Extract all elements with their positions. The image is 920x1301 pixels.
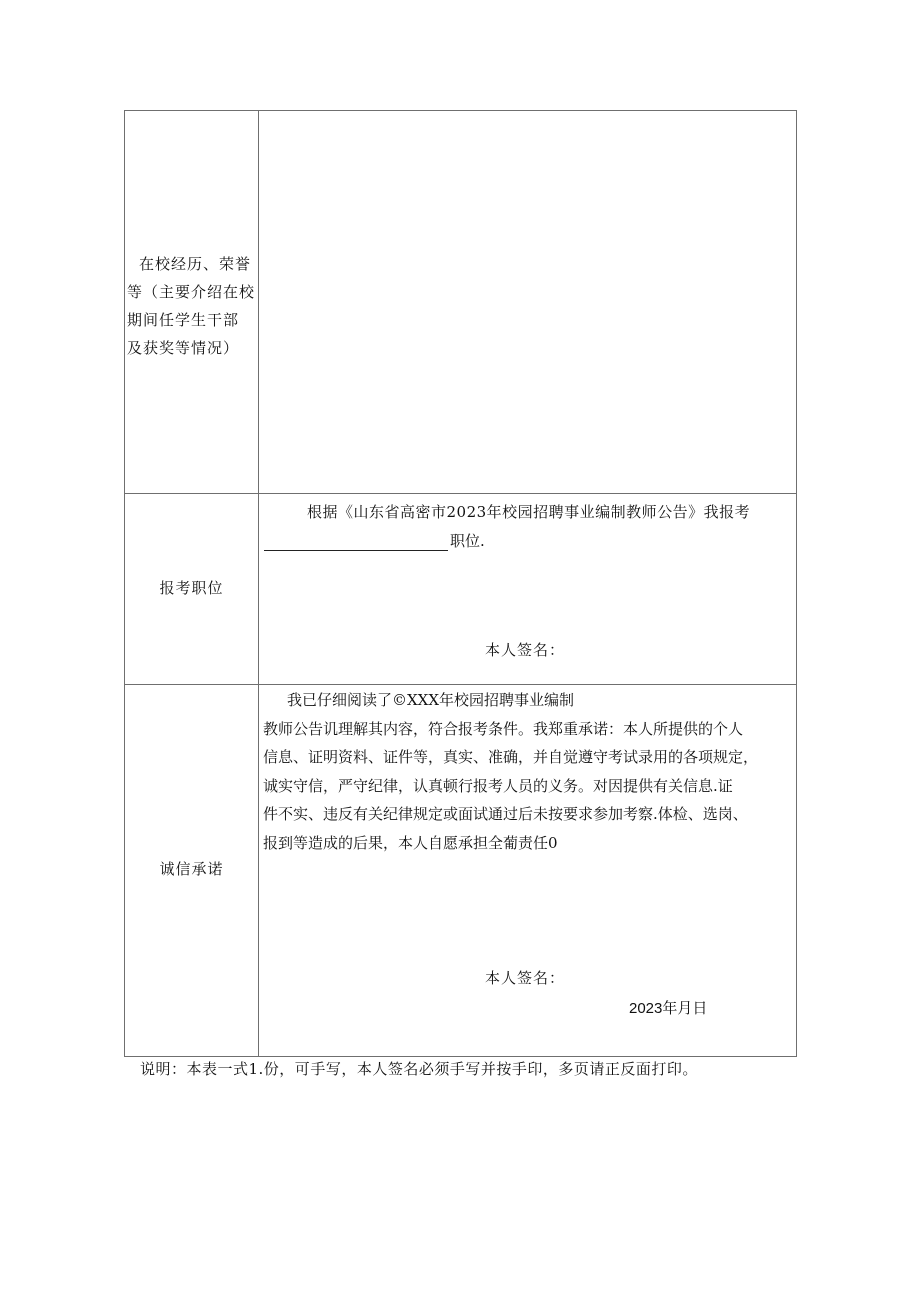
date-suffix: 年月日 [662,999,708,1017]
position-statement-line1: 根据《山东省高密市2023年校园招聘事业编制教师公告》我报考 [307,503,751,521]
pledge-line: 件不实、违反有关纪律规定或面试通过后未按要求参加考察.体检、选岗、 [263,805,748,823]
school-experience-label [127,250,256,362]
label-integrity-pledge [125,685,259,1057]
label-line: 及获奖等情况） [127,339,240,357]
position-statement-line2 [264,530,485,551]
form-footnote: 说明：本表一式1.份，可手写，本人签名必须手写并按手印，多页请正反面打印。 [140,1060,698,1078]
pledge-text [263,686,794,857]
position-blank-field[interactable] [264,534,448,551]
label-applied-position [125,494,259,685]
label-line: 等（主要介绍在校 [127,283,256,301]
integrity-pledge-content [259,685,797,1057]
row-applied-position [125,494,797,685]
school-experience-input-area[interactable] [259,111,797,494]
pledge-line: 诚实守信，严守纪律，认真顿行报考人员的义务。对因提供有关信息.证 [263,776,733,795]
label-line: 在校经历、荣誉 [139,255,252,273]
applied-position-content [259,494,797,685]
pledge-line: 报到等造成的后果，本人自愿承担全葡责任0 [263,833,558,852]
label-line: 期间任学生干部 [127,311,240,329]
date-year: 2023 [629,1000,663,1017]
pledge-line: 教师公告讥理解其内容，符合报考条件。我郑重承诺：本人所提供的个人 [263,719,744,738]
position-signature-label: 本人签名： [485,641,566,659]
row-integrity-pledge [125,685,797,1057]
application-form-table [124,110,797,1057]
pledge-line: 信息、证明资料、证件等，真实、准确，并自觉遵守考试录用的各项规定， [263,748,759,766]
label-school-experience [125,111,259,494]
pledge-signature-label: 本人签名： [485,969,566,987]
row-school-experience [125,111,797,494]
applied-position-label: 报考职位 [159,579,224,597]
integrity-pledge-label: 诚信承诺 [159,860,224,878]
pledge-date [629,997,707,1018]
pledge-line: 我已仔细阅读了©XXX年校园招聘事业编制 [287,691,575,709]
position-suffix: 职位. [450,532,485,550]
